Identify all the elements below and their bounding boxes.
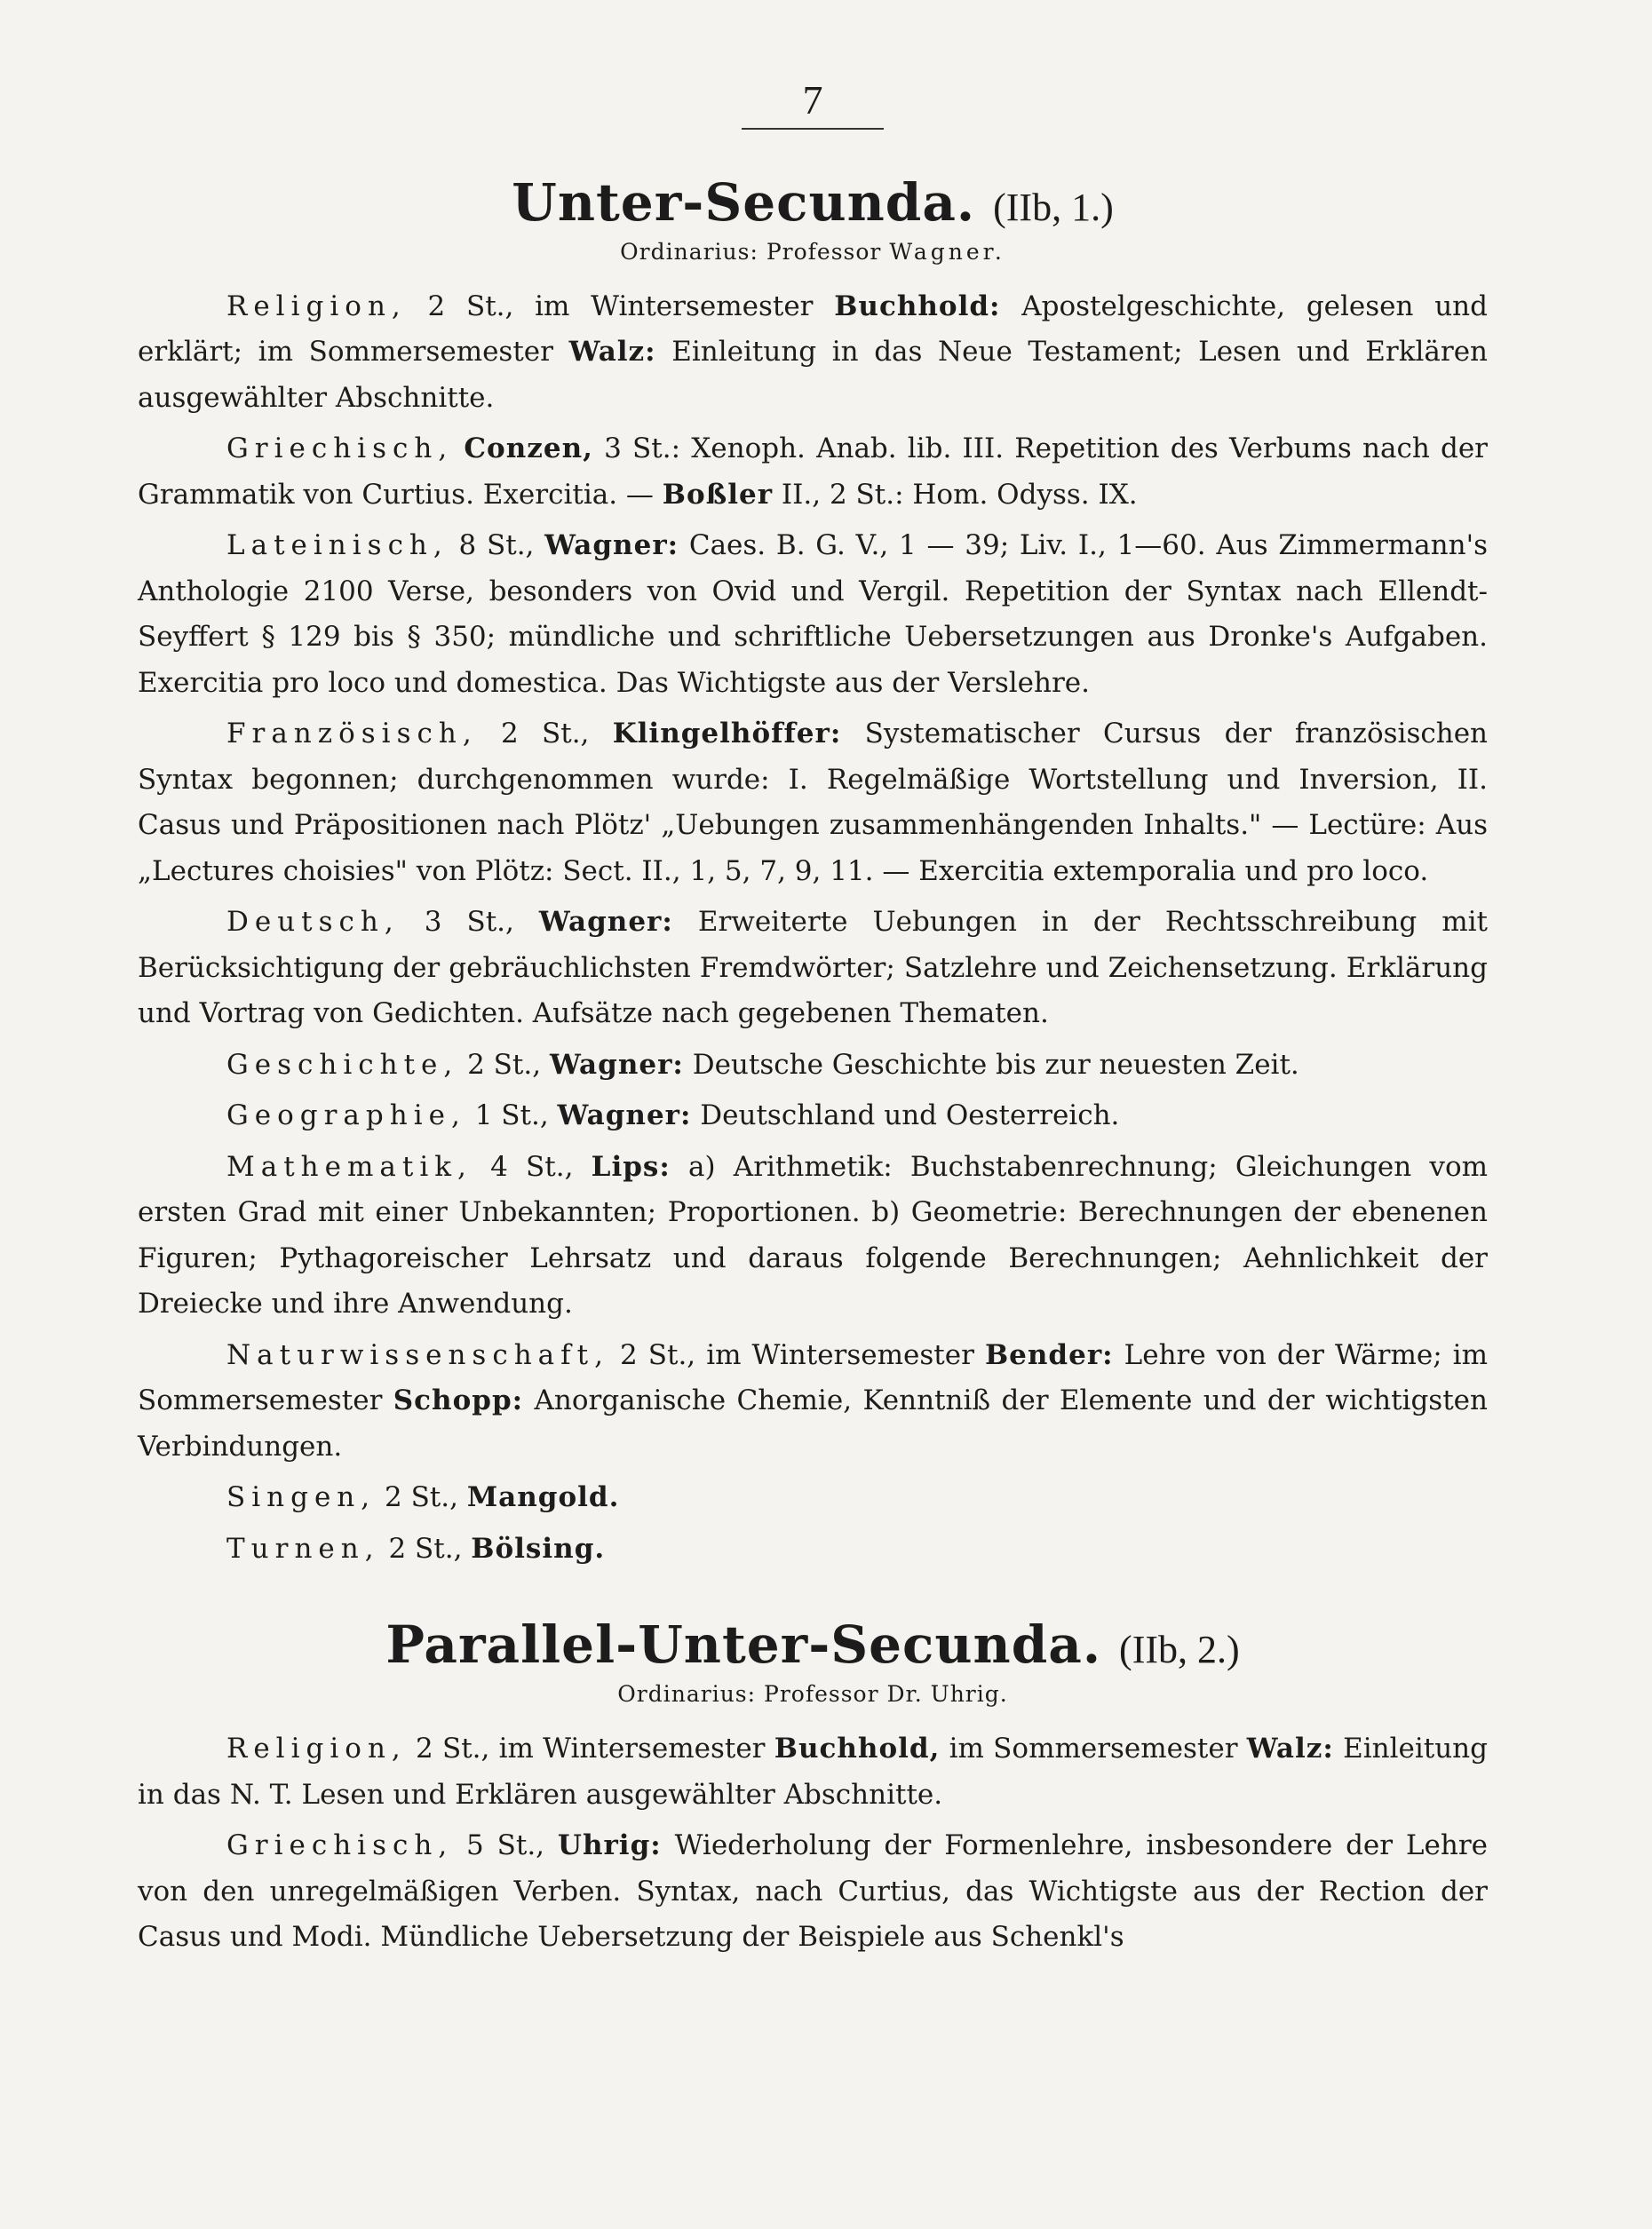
subject-teacher: Wagner: bbox=[549, 1048, 684, 1081]
subject-hours: 3 St., bbox=[399, 906, 539, 939]
subject-name: Naturwissenschaft, bbox=[226, 1338, 609, 1371]
subject-name: Französisch, bbox=[226, 718, 478, 750]
section-title-text: Unter-Secunda. bbox=[512, 172, 976, 233]
section-unter-secunda bbox=[138, 172, 1489, 1572]
subject-name: Deutsch, bbox=[226, 906, 400, 939]
subject-text: im Sommersemester bbox=[940, 1733, 1247, 1765]
subject-hours bbox=[453, 432, 464, 464]
ordinarius-line bbox=[138, 239, 1488, 265]
subject-religion bbox=[138, 284, 1488, 422]
subject-teacher-2: Walz: bbox=[1246, 1733, 1334, 1765]
section-title-text: Parallel-Unter-Secunda. bbox=[385, 1614, 1102, 1676]
subject-teacher: Wagner: bbox=[544, 529, 679, 562]
ordinarius-line bbox=[138, 1681, 1488, 1707]
subject-lateinisch bbox=[138, 523, 1488, 706]
subject-hours: 2 St., bbox=[379, 1532, 472, 1565]
subject-hours: 4 St., bbox=[472, 1150, 592, 1183]
ordinarius-name: Dr. Uhrig. bbox=[886, 1681, 1008, 1708]
section-title bbox=[138, 1614, 1488, 1676]
subject-hours: 2 St., im Wintersemester bbox=[406, 1733, 774, 1765]
subject-singen bbox=[138, 1475, 1488, 1521]
subject-name: Religion, bbox=[226, 1733, 407, 1765]
subject-turnen bbox=[138, 1527, 1488, 1573]
subject-name: Geschichte, bbox=[226, 1048, 459, 1081]
section-parallel-unter-secunda bbox=[138, 1614, 1488, 1960]
subject-griechisch bbox=[138, 426, 1488, 518]
subject-teacher: Klingelhöffer: bbox=[612, 718, 842, 750]
subject-geschichte bbox=[138, 1043, 1488, 1089]
subject-teacher-2: Schopp: bbox=[393, 1384, 524, 1417]
page-number: 7 bbox=[742, 80, 884, 130]
subject-teacher: Bender: bbox=[984, 1338, 1114, 1371]
subject-teacher: Lips: bbox=[591, 1150, 671, 1183]
section-title bbox=[138, 172, 1488, 233]
subject-geographie bbox=[138, 1093, 1488, 1139]
subject-hours: 1 St., bbox=[465, 1099, 558, 1132]
section-code: (IIb, 1.) bbox=[993, 186, 1114, 229]
subject-teacher-2: Walz: bbox=[568, 336, 656, 369]
document-page bbox=[138, 77, 1489, 1966]
subject-teacher: Wagner: bbox=[538, 906, 673, 939]
section-code: (IIb, 2.) bbox=[1119, 1628, 1240, 1672]
subject-franzoesisch bbox=[138, 711, 1488, 894]
subject-hours: 2 St., bbox=[458, 1048, 550, 1081]
subject-text: Systematischer Cursus der französischen Syntax begonnen; durchgenommen wurde: I. Regelmäßige Wortstellung und Inversion, II. Casus und Präpositionen nach Plötz' „Uebungen zusammenhängenden Inhalts." — Lectüre: Aus „Lectures choisies" von Plötz: Sect. II., 1, 5, 7, 9, 11. — Exercitia extemporalia und pro loco. bbox=[138, 718, 1489, 887]
subject-teacher: Buchhold, bbox=[774, 1733, 941, 1765]
subject-griechisch bbox=[138, 1823, 1488, 1961]
subject-hours: 8 St., bbox=[448, 529, 545, 562]
subject-text: Lehre von der Wärme; im Sommersemester bbox=[138, 1338, 1488, 1417]
subject-name: Lateinisch, bbox=[226, 529, 449, 562]
subject-teacher: Uhrig: bbox=[557, 1829, 662, 1862]
subject-teacher-2: Boßler bbox=[662, 478, 774, 511]
subject-hours: 5 St., bbox=[453, 1829, 558, 1862]
subject-teacher: Wagner: bbox=[557, 1099, 692, 1132]
subject-name: Mathematik, bbox=[226, 1150, 473, 1183]
subject-name: Griechisch, bbox=[226, 432, 454, 465]
subject-hours: 2 St., bbox=[376, 1481, 467, 1514]
subject-text-2: II., 2 St.: Hom. Odyss. IX. bbox=[773, 478, 1138, 511]
ordinarius-label: Ordinarius: Professor bbox=[617, 1681, 879, 1708]
subject-deutsch bbox=[138, 900, 1488, 1037]
subject-hours: 2 St., im Wintersemester bbox=[608, 1338, 985, 1371]
subject-religion bbox=[138, 1726, 1488, 1818]
subject-text: Caes. B. G. V., 1 — 39; Liv. I., 1—60. Aus Zimmermann's Anthologie 2100 Verse, besonders von Ovid und Vergil. Repetition der Syntax nach Ellendt-Seyffert § 129 bis § 350; mündliche und schriftliche Uebersetzungen aus Dronke's Aufgaben. Exercitia pro loco und domestica. Das Wichtigste aus der Verslehre. bbox=[138, 529, 1489, 699]
subject-text: Wiederholung der Formenlehre, insbesondere der Lehre von den unregelmäßigen Verben. Syntax, nach Curtius, das Wichtigste aus der Rection der Casus und Modi. Mündliche Uebersetzung der Beispiele aus Schenkl's bbox=[138, 1829, 1488, 1954]
subject-text: Deutschland und Oesterreich. bbox=[691, 1099, 1120, 1132]
subject-teacher: Mangold. bbox=[466, 1481, 620, 1514]
subject-name: Religion, bbox=[226, 290, 407, 322]
subject-mathematik bbox=[138, 1145, 1488, 1328]
subject-text: Erweiterte Uebungen in der Rechtsschreibung mit Berücksichtigung der gebräuchlichsten Fremdwörter; Satzlehre und Zeichensetzung. Erklärung und Vortrag von Gedichten. Aufsätze nach gegebenen Thematen. bbox=[138, 906, 1488, 1030]
subject-naturwissenschaft bbox=[138, 1333, 1488, 1471]
subject-text: a) Arithmetik: Buchstabenrechnung; Gleichungen vom ersten Grad mit einer Unbekannten; Proportionen. b) Geometrie: Berechnungen der ebenenen Figuren; Pythagoreischer Lehrsatz und daraus folgende Berechnungen; Aehnlichkeit der Dreiecke und ihre Anwendung. bbox=[138, 1150, 1488, 1321]
ordinarius-label: Ordinarius: Professor bbox=[620, 238, 882, 265]
subject-text: Apostelgeschichte, gelesen und erklärt; im Sommersemester bbox=[138, 290, 1488, 369]
subject-text-2: Einleitung in das N. T. Lesen und Erklären ausgewählter Abschnitte. bbox=[138, 1733, 1488, 1811]
subject-text: Deutsche Geschichte bis zur neuesten Zeit. bbox=[683, 1048, 1299, 1081]
subject-teacher: Conzen, bbox=[464, 432, 593, 465]
subject-teacher: Bölsing. bbox=[471, 1532, 606, 1565]
subject-hours: 2 St., bbox=[477, 718, 613, 750]
subject-name: Griechisch, bbox=[226, 1829, 454, 1862]
subject-name: Geographie, bbox=[226, 1099, 466, 1132]
subject-text-2: Einleitung in das Neue Testament; Lesen und Erklären ausgewählter Abschnitte. bbox=[138, 336, 1489, 414]
subject-name: Singen, bbox=[226, 1481, 377, 1514]
subject-hours: 2 St., im Wintersemester bbox=[406, 290, 835, 322]
subject-text-2: Anorganische Chemie, Kenntniß der Elemente und der wichtigsten Verbindungen. bbox=[138, 1384, 1488, 1463]
subject-name: Turnen, bbox=[226, 1532, 380, 1565]
subject-teacher: Buchhold: bbox=[834, 290, 1001, 322]
subject-text: 3 St.: Xenoph. Anab. lib. III. Repetition des Verbums nach der Grammatik von Curtius. Exercitia. — bbox=[138, 432, 1488, 511]
ordinarius-name: Wagner. bbox=[889, 238, 1005, 265]
